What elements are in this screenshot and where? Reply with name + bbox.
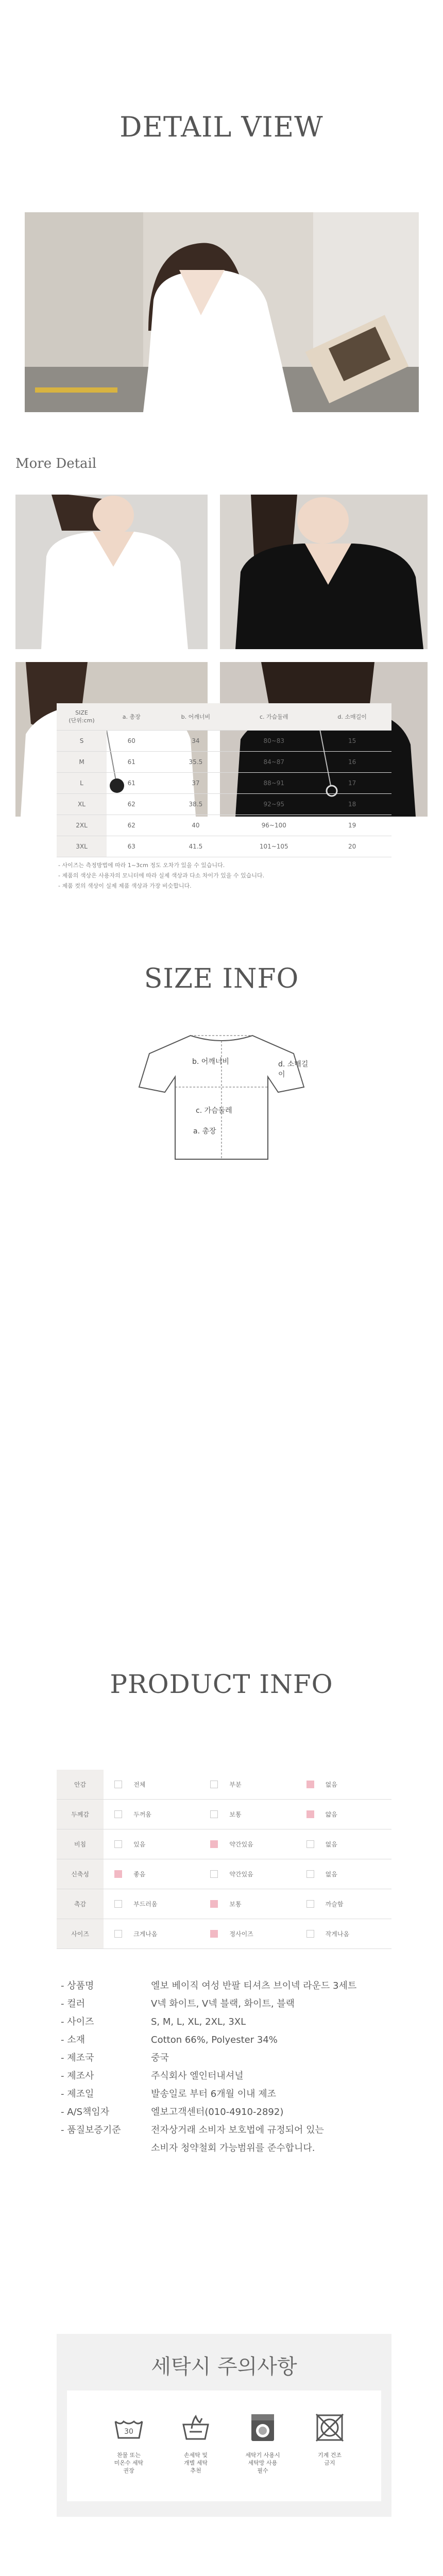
checked-box-icon — [114, 1870, 122, 1878]
size-cell: 62 — [107, 815, 157, 836]
diagram-label-b: b. 어깨너비 — [192, 1058, 229, 1066]
product-info-table — [57, 1770, 391, 1949]
header-chest: c. 가슴둘레 — [235, 703, 313, 731]
checked-box-icon — [210, 1840, 218, 1848]
product-info-label: 촉감 — [57, 1889, 104, 1919]
unchecked-box-icon — [306, 1870, 314, 1878]
checked-box-icon — [210, 1900, 218, 1908]
size-cell: L — [57, 773, 107, 794]
checked-box-icon — [306, 1781, 314, 1788]
care-item-no-tumble-dry — [304, 2411, 355, 2467]
diagram-label-d: d. 소매길이 — [278, 1060, 309, 1079]
detail-image-black-vneck — [220, 495, 428, 649]
product-info-row — [57, 1859, 391, 1889]
size-cell: 63 — [107, 836, 157, 857]
spec-label: - 컬러 — [61, 1998, 85, 2009]
spec-value: S, M, L, XL, 2XL, 3XL — [151, 2016, 246, 2027]
size-diagram — [129, 1030, 314, 1164]
spec-label: - 제조사 — [61, 2071, 94, 2081]
product-info-option — [296, 1829, 391, 1859]
washing-machine-icon — [246, 2411, 279, 2444]
option-label: 좋음 — [133, 1871, 146, 1878]
detail-view-title: DETAIL VIEW — [120, 111, 323, 143]
product-info-option — [199, 1919, 295, 1949]
size-cell: 20 — [313, 836, 391, 857]
option-label: 보통 — [229, 1811, 242, 1818]
product-info-option — [296, 1919, 391, 1949]
product-info-option — [199, 1859, 295, 1889]
option-label: 두꺼움 — [133, 1811, 151, 1818]
spec-value: 발송일로 부터 6개월 이내 제조 — [151, 2089, 276, 2099]
unchecked-box-icon — [306, 1900, 314, 1908]
product-info-option — [104, 1859, 199, 1889]
header-sleeve: d. 소매길이 — [313, 703, 391, 731]
size-cell: 101~105 — [235, 836, 313, 857]
product-info-option — [104, 1800, 199, 1829]
product-info-option — [296, 1770, 391, 1800]
spec-label: - A/S책임자 — [61, 2107, 110, 2117]
option-label: 없음 — [325, 1841, 337, 1848]
care-title: 세탁시 주의사항 — [151, 2355, 297, 2379]
spec-value: 중국 — [151, 2053, 169, 2063]
option-label: 크게나옴 — [133, 1930, 158, 1938]
unchecked-box-icon — [114, 1810, 122, 1818]
size-cell: 41.5 — [157, 836, 235, 857]
size-table — [57, 703, 391, 857]
product-info-label: 사이즈 — [57, 1919, 104, 1949]
diagram-label-c: c. 가슴둘레 — [196, 1107, 232, 1115]
size-cell: 61 — [107, 773, 157, 794]
product-info-option — [104, 1889, 199, 1919]
product-info-option — [199, 1770, 295, 1800]
spec-value: 엘보 베이직 여성 반팔 티셔츠 브이넥 라운드 3세트 — [151, 1980, 357, 1991]
unchecked-box-icon — [306, 1930, 314, 1938]
care-item-hand-wash — [103, 2411, 155, 2475]
size-cell: 60 — [107, 731, 157, 752]
header-length: a. 총장 — [107, 703, 157, 731]
product-info-option — [104, 1829, 199, 1859]
size-note: - 사이즈는 측정방법에 따라 1~3cm 정도 오차가 있을 수 있습니다. — [58, 862, 225, 869]
size-cell: XL — [57, 794, 107, 815]
product-info-option — [199, 1889, 295, 1919]
product-info-option — [296, 1889, 391, 1919]
detail-hero-image — [25, 212, 419, 412]
spec-row — [61, 1996, 295, 2012]
size-row — [57, 815, 391, 836]
unchecked-box-icon — [210, 1870, 218, 1878]
unchecked-box-icon — [114, 1900, 122, 1908]
detail-image-white-vneck — [15, 495, 208, 649]
spec-row — [61, 2123, 324, 2138]
product-info-row — [57, 1919, 391, 1949]
option-label: 까슬함 — [325, 1901, 344, 1908]
product-info-label: 비침 — [57, 1829, 104, 1859]
size-cell: 80~83 — [235, 731, 313, 752]
size-cell: 88~91 — [235, 773, 313, 794]
size-cell: 40 — [157, 815, 235, 836]
size-cell: 84~87 — [235, 752, 313, 773]
checked-box-icon — [210, 1930, 218, 1938]
size-note: - 제품 컷의 색상이 실제 제품 색상과 가장 비슷합니다. — [58, 883, 192, 889]
spec-label: - 품질보증기준 — [61, 2125, 121, 2136]
care-text: 찬물 또는 미온수 세탁 권장 — [114, 2452, 144, 2474]
spec-label: - 제조일 — [61, 2089, 94, 2099]
no-tumble-dry-icon — [313, 2411, 346, 2444]
checked-box-icon — [306, 1810, 314, 1818]
product-info-label: 두께감 — [57, 1800, 104, 1829]
spec-label: - 사이즈 — [61, 2016, 94, 2027]
unchecked-box-icon — [114, 1930, 122, 1938]
size-cell: 18 — [313, 794, 391, 815]
product-info-label: 신축성 — [57, 1859, 104, 1889]
diagram-label-a: a. 총장 — [193, 1127, 216, 1136]
spec-value: V넥 화이트, V넥 블랙, 화이트, 블랙 — [151, 1998, 295, 2009]
product-info-option — [104, 1770, 199, 1800]
spec-row — [61, 2087, 276, 2102]
spec-row — [61, 2141, 315, 2156]
product-info-label: 안감 — [57, 1770, 104, 1800]
option-label: 약간있음 — [229, 1871, 253, 1878]
size-cell: 17 — [313, 773, 391, 794]
care-text: 세탁기 사용시 세탁망 사용 필수 — [245, 2452, 280, 2474]
size-cell: 15 — [313, 731, 391, 752]
product-info-option — [199, 1829, 295, 1859]
size-row — [57, 773, 391, 794]
option-label: 보통 — [229, 1901, 242, 1908]
option-label: 있음 — [133, 1841, 146, 1848]
care-text: 손세탁 및 개별 세탁 추천 — [183, 2452, 208, 2474]
spec-row — [61, 2014, 246, 2030]
product-info-row — [57, 1889, 391, 1919]
size-note: - 제품의 색상은 사용자의 모니터에 따라 실제 색상과 다소 차이가 있을 수 있습니다. — [58, 872, 265, 879]
size-cell: 37 — [157, 773, 235, 794]
size-row — [57, 752, 391, 773]
size-table-header — [57, 703, 391, 731]
size-cell: 19 — [313, 815, 391, 836]
header-shoulder: b. 어깨너비 — [157, 703, 235, 731]
size-cell: 34 — [157, 731, 235, 752]
size-cell: 62 — [107, 794, 157, 815]
option-label: 부드러움 — [133, 1901, 158, 1908]
unchecked-box-icon — [306, 1840, 314, 1848]
option-label: 약간있음 — [229, 1841, 253, 1848]
product-info-title: PRODUCT INFO — [110, 1669, 333, 1699]
size-info-title: SIZE INFO — [144, 963, 299, 994]
care-text: 기계 건조 금지 — [317, 2452, 342, 2466]
spec-value: 엘보고객센터(010-4910-2892) — [151, 2107, 284, 2117]
spec-row — [61, 2069, 244, 2084]
product-info-option — [296, 1800, 391, 1829]
unchecked-box-icon — [114, 1840, 122, 1848]
size-cell: 16 — [313, 752, 391, 773]
hand-wash-icon — [112, 2411, 145, 2444]
spec-label: - 소재 — [61, 2035, 85, 2045]
unchecked-box-icon — [114, 1781, 122, 1788]
spec-row — [61, 2032, 278, 2048]
size-cell: 2XL — [57, 815, 107, 836]
svg-text:30: 30 — [124, 2428, 133, 2436]
size-cell: 96~100 — [235, 815, 313, 836]
spec-row — [61, 2105, 284, 2120]
spec-label: - 상품명 — [61, 1980, 94, 1991]
separate-wash-icon — [179, 2411, 212, 2444]
care-panel — [67, 2391, 381, 2501]
spec-row — [61, 1978, 357, 1994]
size-cell: S — [57, 731, 107, 752]
size-row — [57, 836, 391, 857]
option-label: 작게나옴 — [325, 1930, 350, 1938]
size-cell: 3XL — [57, 836, 107, 857]
product-info-row — [57, 1829, 391, 1859]
size-cell: 38.5 — [157, 794, 235, 815]
product-info-option — [199, 1800, 295, 1829]
more-detail-label: More Detail — [15, 456, 97, 471]
product-info-row — [57, 1800, 391, 1829]
spec-value: Cotton 66%, Polyester 34% — [151, 2035, 278, 2045]
unchecked-box-icon — [210, 1810, 218, 1818]
product-info-option — [104, 1919, 199, 1949]
size-notes — [58, 860, 264, 891]
unchecked-box-icon — [210, 1781, 218, 1788]
spec-row — [61, 2050, 169, 2066]
care-box — [57, 2334, 391, 2517]
size-row — [57, 731, 391, 752]
size-cell: 35.5 — [157, 752, 235, 773]
size-cell: 92~95 — [235, 794, 313, 815]
header-size: SIZE (단위:cm) — [57, 703, 107, 731]
product-info-row — [57, 1770, 391, 1800]
option-label: 전체 — [133, 1781, 146, 1788]
size-cell: 61 — [107, 752, 157, 773]
size-row — [57, 794, 391, 815]
spec-value: 소비자 청약철회 가능범위를 준수합니다. — [151, 2143, 315, 2154]
option-label: 얇음 — [325, 1811, 337, 1818]
care-item-separate-wash — [170, 2411, 222, 2475]
option-label: 없음 — [325, 1781, 337, 1788]
product-info-option — [296, 1859, 391, 1889]
spec-label: - 제조국 — [61, 2053, 94, 2063]
option-label: 부분 — [229, 1781, 242, 1788]
option-label: 없음 — [325, 1871, 337, 1878]
spec-value: 전자상거래 소비자 보호법에 규정되어 있는 — [151, 2125, 324, 2136]
size-cell: M — [57, 752, 107, 773]
option-label: 정사이즈 — [229, 1930, 253, 1938]
spec-value: 주식회사 엘인터내셔널 — [151, 2071, 244, 2081]
care-item-washing-machine — [237, 2411, 288, 2475]
